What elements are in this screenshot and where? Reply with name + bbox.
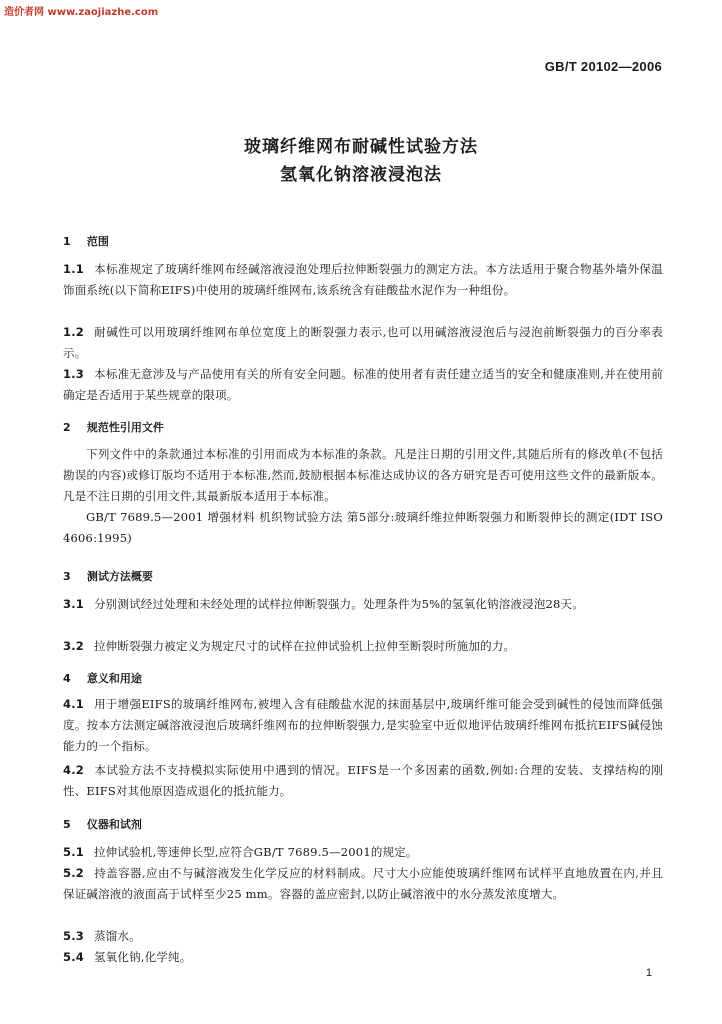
document-subtitle: 氢氧化钠溶液浸泡法: [280, 165, 442, 185]
clause-text: 拉伸试验机,等速伸长型,应符合GB/T 7689.5—2001的规定。: [93, 845, 418, 859]
section-title: 范围: [86, 235, 109, 248]
watermark: 造价者网 www.zaojiazhe.com: [4, 7, 159, 18]
paragraph-5-2: [63, 863, 663, 905]
clause-number: 3.2: [63, 639, 84, 653]
paragraph-3-2: [63, 636, 663, 657]
section-title: 测试方法概要: [86, 570, 153, 583]
clause-text: 本试验方法不支持模拟实际使用中遇到的情况。EIFS是一个多因素的函数,例如:合理的安装、支撑结构的刚性、EIFS对其他原因造成退化的抵抗能力。: [63, 763, 663, 798]
paragraph-3-1: [63, 594, 663, 615]
section-4-heading: [63, 670, 142, 686]
paragraph-2-1: 下列文件中的条款通过本标准的引用而成为本标准的条款。凡是注日期的引用文件,其随后所有的修改单(不包括勘误的内容)或修订版均不适用于本标准,然而,鼓励根据本标准达成协议的各方研究是否可使用这些文件的最新版本。凡是不注日期的引用文件,其最新版本适用于本标准。: [63, 447, 663, 503]
clause-number: 5.4: [63, 950, 84, 964]
clause-number: 5.1: [63, 845, 84, 859]
clause-text: 蒸馏水。: [93, 929, 141, 943]
standard-number: GB/T 20102—2006: [544, 59, 662, 74]
paragraph-5-4: [63, 947, 663, 968]
clause-text: 本标准无意涉及与产品使用有关的所有安全问题。标准的使用者有责任建立适当的安全和健康准则,并在使用前确定是否适用于某些规章的限项。: [63, 367, 663, 402]
paragraph-5-1: [63, 842, 663, 863]
clause-text: 耐碱性可以用玻璃纤维网布单位宽度上的断裂强力表示,也可以用碱溶液浸泡后与浸泡前断裂强力的百分率表示。: [63, 325, 663, 360]
section-number: 2: [63, 421, 71, 434]
clause-text: 本标准规定了玻璃纤维网布经碱溶液浸泡处理后拉伸断裂强力的测定方法。本方法适用于聚合物基外墙外保温饰面系统(以下简称EIFS)中使用的玻璃纤维网布,该系统含有硅酸盐水泥作为一种组份。: [63, 262, 663, 297]
section-3-heading: [63, 568, 153, 584]
paragraph-1-2: [63, 322, 663, 364]
paragraph-2-2: GB/T 7689.5—2001 增强材料 机织物试验方法 第5部分:玻璃纤维拉伸断裂强力和断裂伸长的测定(IDT ISO 4606:1995): [63, 510, 663, 545]
section-number: 4: [63, 672, 71, 685]
paragraph-1-3: [63, 364, 663, 406]
clause-text: 氢氧化钠,化学纯。: [93, 950, 192, 964]
paragraph-5-3: [63, 926, 663, 947]
section-5-heading: [63, 816, 142, 832]
clause-number: 5.2: [63, 866, 84, 880]
paragraph-4-1: [63, 694, 663, 757]
clause-number: 4.2: [63, 763, 84, 777]
clause-text: 分别测试经过处理和未经处理的试样拉伸断裂强力。处理条件为5%的氢氧化钠溶液浸泡28天。: [93, 597, 584, 611]
section-title: 仪器和试剂: [86, 818, 142, 831]
section-title: 规范性引用文件: [86, 421, 164, 434]
clause-number: 4.1: [63, 697, 84, 711]
clause-number: 1.2: [63, 325, 84, 339]
section-number: 3: [63, 570, 71, 583]
paragraph-1-1: [63, 259, 663, 301]
clause-number: 1.1: [63, 262, 84, 276]
section-1-heading: [63, 233, 109, 249]
page-number: 1: [645, 967, 652, 979]
document-title: 玻璃纤维网布耐碱性试验方法: [244, 137, 478, 157]
clause-text: 用于增强EIFS的玻璃纤维网布,被埋入含有硅酸盐水泥的抹面基层中,玻璃纤维可能会受到碱性的侵蚀而降低强度。按本方法测定碱溶液浸泡后玻璃纤维网布的拉伸断裂强力,是实验室中近似地评估玻璃纤维网布抵抗EIFS碱侵蚀能力的一个指标。: [63, 697, 663, 753]
section-number: 5: [63, 818, 71, 831]
paragraph-4-2: [63, 760, 663, 802]
clause-number: 1.3: [63, 367, 84, 381]
clause-text: 持盖容器,应由不与碱溶液发生化学反应的材料制成。尺寸大小应能使玻璃纤维网布试样平直地放置在内,并且保证碱溶液的液面高于试样至少25 mm。容器的盖应密封,以防止碱溶液中的水分蒸发浓度增大。: [63, 866, 663, 901]
section-number: 1: [63, 235, 71, 248]
section-2-heading: [63, 419, 164, 435]
clause-text: 拉伸断裂强力被定义为规定尺寸的试样在拉伸试验机上拉伸至断裂时所施加的力。: [93, 639, 516, 653]
clause-number: 5.3: [63, 929, 84, 943]
section-title: 意义和用途: [86, 672, 142, 685]
clause-number: 3.1: [63, 597, 84, 611]
